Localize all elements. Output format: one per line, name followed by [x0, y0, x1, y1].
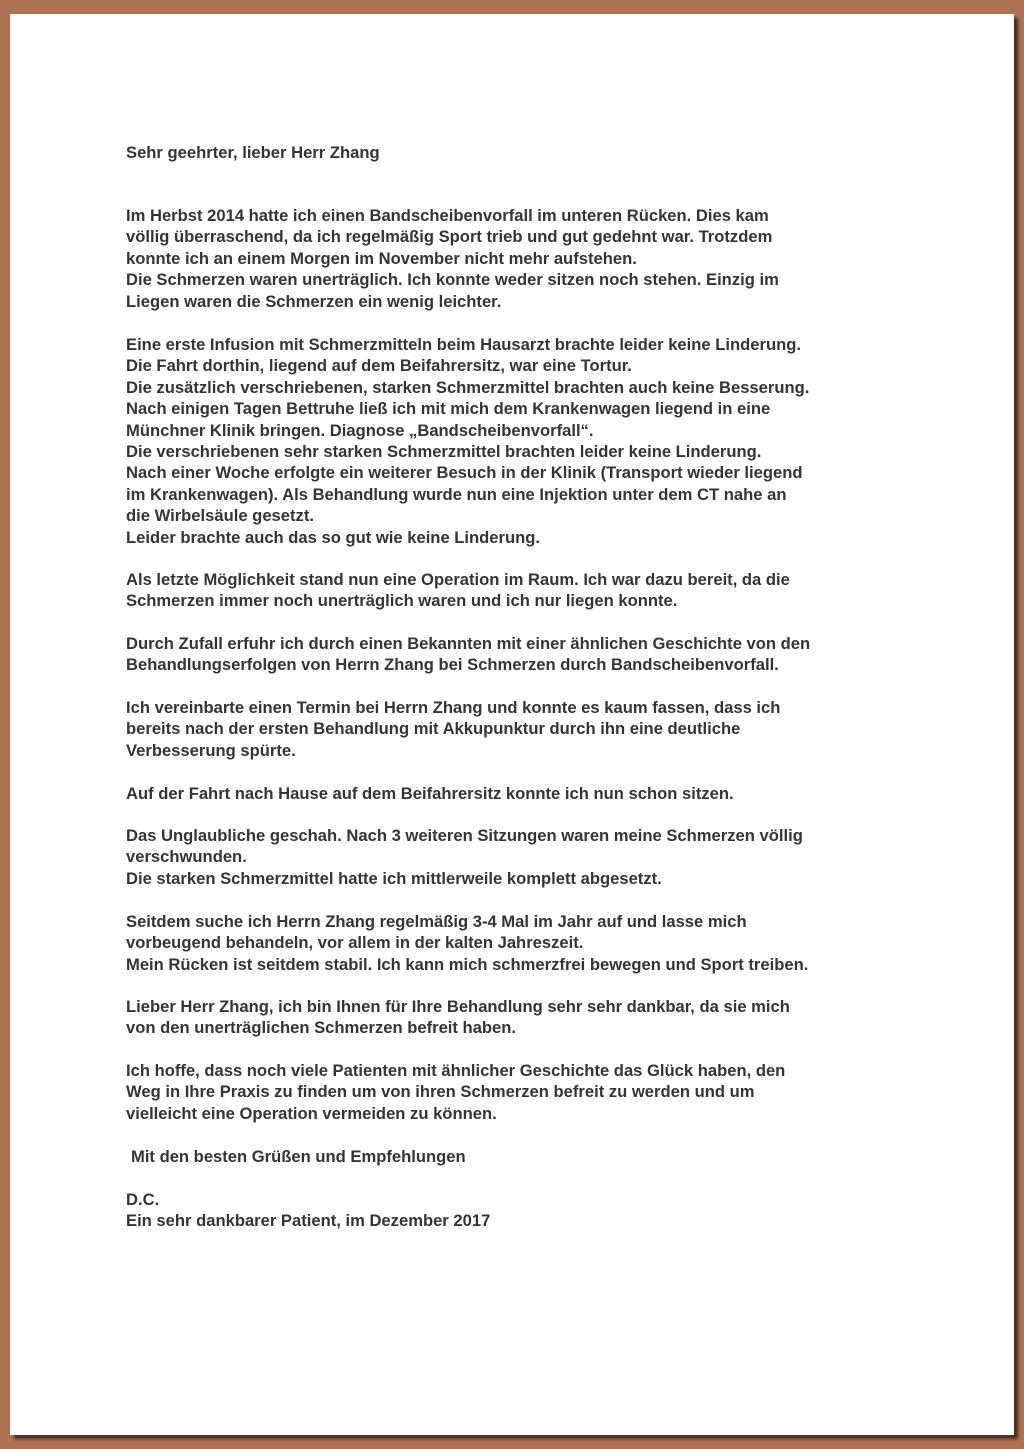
- paragraph-line: Münchner Klinik bringen. Diagnose „Bandscheibenvorfall“.: [126, 420, 594, 440]
- paragraph-line: Durch Zufall erfuhr ich durch einen Bekannten mit einer ähnlichen Geschichte von den: [126, 634, 811, 653]
- paragraph-line: Nach einigen Tagen Bettruhe ließ ich mit mich dem Krankenwagen liegend in eine: [126, 399, 771, 419]
- paragraph-line: konnte ich an einem Morgen im November nicht mehr aufstehen.: [126, 248, 637, 268]
- paragraph-line: die Wirbelsäule gesetzt.: [126, 506, 314, 526]
- greeting: Sehr geehrter, lieber Herr Zhang: [126, 143, 380, 162]
- paragraph-5: [126, 697, 780, 761]
- paragraph-line: Die Schmerzen waren unerträglich. Ich konnte weder sitzen noch stehen. Einzig im: [126, 270, 779, 290]
- paragraph-line: Ich vereinbarte einen Termin bei Herrn Zhang und konnte es kaum fassen, dass ich: [126, 698, 781, 717]
- paragraph-line: vorbeugend behandeln, vor allem in der kalten Jahreszeit.: [126, 933, 584, 953]
- paragraph-2: [126, 334, 809, 548]
- paragraph-line: Die Fahrt dorthin, liegend auf dem Beifahrersitz, war eine Tortur.: [126, 356, 632, 376]
- signature-initials: D.C.: [126, 1190, 160, 1209]
- paragraph-line: vielleicht eine Operation vermeiden zu können.: [126, 1103, 497, 1123]
- paragraph-line: Leider brachte auch das so gut wie keine Linderung.: [126, 527, 541, 547]
- paragraph-7: [126, 825, 803, 889]
- paragraph-line: Eine erste Infusion mit Schmerzmitteln beim Hausarzt brachte leider keine Linderung.: [126, 335, 801, 354]
- paragraph-line: von den unerträglichen Schmerzen befreit haben.: [126, 1018, 517, 1038]
- paragraph-line: Weg in Ihre Praxis zu finden um von ihren Schmerzen befreit zu werden und um: [126, 1082, 755, 1102]
- paragraph-line: Nach einer Woche erfolgte ein weiterer Besuch in der Klinik (Transport wieder liegend: [126, 463, 803, 483]
- signature: [126, 1189, 490, 1232]
- paragraph-line: Das Unglaubliche geschah. Nach 3 weiteren Sitzungen waren meine Schmerzen völlig: [126, 826, 803, 845]
- paragraph-line: völlig überraschend, da ich regelmäßig Sport trieb und gut gedehnt war. Trotzdem: [126, 227, 773, 247]
- paragraph-line: Die starken Schmerzmittel hatte ich mittlerweile komplett abgesetzt.: [126, 868, 662, 888]
- paragraph-3: [126, 569, 790, 612]
- paragraph-line: Mein Rücken ist seitdem stabil. Ich kann mich schmerzfrei bewegen und Sport treiben.: [126, 954, 809, 974]
- paragraph-8: [126, 911, 808, 975]
- paragraph-9: [126, 996, 790, 1039]
- paragraph-line: Die verschriebenen sehr starken Schmerzmittel brachten leider keine Linderung.: [126, 442, 762, 462]
- paragraph-line: im Krankenwagen). Als Behandlung wurde nun eine Injektion unter dem CT nahe an: [126, 484, 787, 504]
- paragraph-4: [126, 633, 810, 676]
- paragraph-line: Seitdem suche ich Herrn Zhang regelmäßig 3-4 Mal im Jahr auf und lasse mich: [126, 912, 747, 931]
- paragraph-line: Lieber Herr Zhang, ich bin Ihnen für Ihre Behandlung sehr sehr dankbar, da sie mich: [126, 997, 790, 1016]
- signature-note: Ein sehr dankbarer Patient, im Dezember 2017: [126, 1211, 491, 1231]
- paragraph-line: bereits nach der ersten Behandlung mit Akkupunktur durch ihn eine deutliche: [126, 719, 741, 739]
- paragraph-line: Als letzte Möglichkeit stand nun eine Operation im Raum. Ich war dazu bereit, da die: [126, 570, 790, 589]
- paragraph-line: Behandlungserfolgen von Herrn Zhang bei Schmerzen durch Bandscheibenvorfall.: [126, 655, 779, 675]
- paragraph-line: Im Herbst 2014 hatte ich einen Bandscheibenvorfall im unteren Rücken. Dies kam: [126, 206, 769, 225]
- paragraph-line: Liegen waren die Schmerzen ein wenig leichter.: [126, 291, 502, 311]
- paragraph-line: Ich hoffe, dass noch viele Patienten mit ähnlicher Geschichte das Glück haben, den: [126, 1061, 786, 1080]
- paragraph-1: [126, 205, 779, 312]
- closing: Mit den besten Grüßen und Empfehlungen: [131, 1147, 466, 1166]
- paragraph-6: [126, 783, 734, 804]
- paragraph-10: [126, 1060, 785, 1124]
- paragraph-line: Auf der Fahrt nach Hause auf dem Beifahrersitz konnte ich nun schon sitzen.: [126, 784, 734, 803]
- paragraph-line: Die zusätzlich verschriebenen, starken Schmerzmittel brachten auch keine Besserung.: [126, 377, 810, 397]
- paragraph-line: Verbesserung spürte.: [126, 740, 296, 760]
- paragraph-line: Schmerzen immer noch unerträglich waren und ich nur liegen konnte.: [126, 591, 678, 611]
- paragraph-line: verschwunden.: [126, 847, 247, 867]
